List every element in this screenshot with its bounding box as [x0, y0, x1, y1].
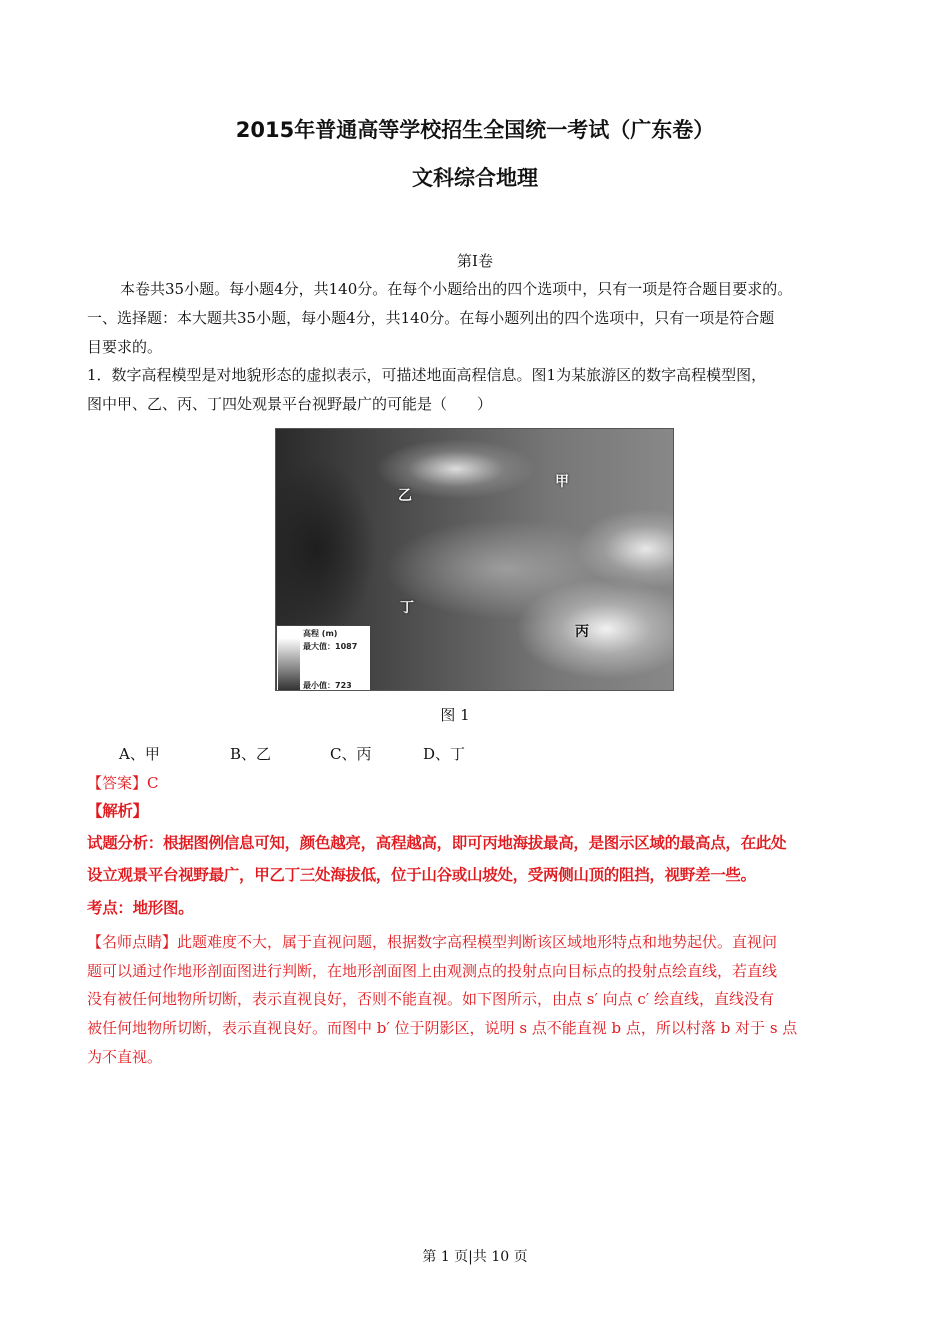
- elevation-legend: [276, 625, 371, 691]
- analysis-line: 试题分析：根据图例信息可知，颜色越亮，高程越高，即可丙地海拔最高，是图示区域的最高点，在此处: [87, 834, 787, 852]
- intro-line: 目要求的。: [87, 338, 163, 356]
- label-jia: 甲: [555, 474, 569, 490]
- analysis-label: 【解析】: [87, 802, 148, 820]
- question-line: 图中甲、乙、丙、丁四处观景平台视野最广的可能是（ ）: [87, 395, 493, 413]
- answer-label: 【答案】: [87, 774, 148, 792]
- analysis-line: 设立观景平台视野最广，甲乙丁三处海拔低，位于山谷或山坡处，受两侧山顶的阻挡，视野差一些。: [87, 866, 756, 884]
- intro-line: 一、选择题：本大题共35小题，每小题4分，共140分。在每小题列出的四个选项中，只有一项是符合题: [87, 309, 775, 327]
- figure-caption: 图 1: [440, 706, 470, 724]
- legend-max: 最大值：1087: [303, 642, 358, 651]
- page-footer: 第 1 页|共 10 页: [422, 1249, 528, 1265]
- label-ding: 丁: [400, 600, 414, 616]
- document-subtitle: 文科综合地理: [412, 166, 538, 190]
- label-bing: 丙: [575, 624, 589, 640]
- document-title: 2015年普通高等学校招生全国统一考试（广东卷）: [235, 118, 715, 142]
- tip-line: 没有被任何地物所切断，表示直视良好，否则不能直视。如下图所示，由点 s′ 向点 c′ 绘直线，直线没有: [87, 990, 774, 1008]
- option-a: A、甲: [119, 745, 160, 763]
- legend-min: 最小值：723: [303, 681, 352, 690]
- legend-title: 高程 (m): [303, 629, 338, 638]
- tip-line: 被任何地物所切断，表示直视良好。而图中 b′ 位于阴影区，说明 s 点不能直视 b 点，所以村落 b 对于 s 点: [87, 1019, 798, 1037]
- exam-point: 考点：地形图。: [87, 899, 194, 917]
- section-heading: 第Ⅰ卷: [457, 252, 493, 270]
- elevation-model-figure: [275, 428, 674, 691]
- label-yi: 乙: [398, 488, 412, 504]
- tip-line: 为不直视。: [87, 1048, 163, 1066]
- legend-gradient: [278, 638, 300, 690]
- option-c: C、丙: [330, 745, 372, 763]
- tip-line: 题可以通过作地形剖面图进行判断，在地形剖面图上由观测点的投射点向目标点的投射点绘直线，若直线: [87, 962, 778, 980]
- answer: [87, 769, 867, 798]
- option-b: B、乙: [230, 745, 272, 763]
- tip-line: 【名师点睛】此题难度不大，属于直视问题，根据数字高程模型判断该区域地形特点和地势起伏。直视问: [87, 933, 778, 951]
- question-line: 1．数字高程模型是对地貌形态的虚拟表示，可描述地面高程信息。图1为某旅游区的数字高程模型图，: [87, 366, 767, 384]
- intro-line: 本卷共35小题。每小题4分，共140分。在每个小题给出的四个选项中，只有一项是符合题目要求的。: [120, 280, 793, 298]
- option-d: D、丁: [423, 745, 466, 763]
- options: [119, 740, 899, 769]
- answer-value: C: [147, 774, 159, 792]
